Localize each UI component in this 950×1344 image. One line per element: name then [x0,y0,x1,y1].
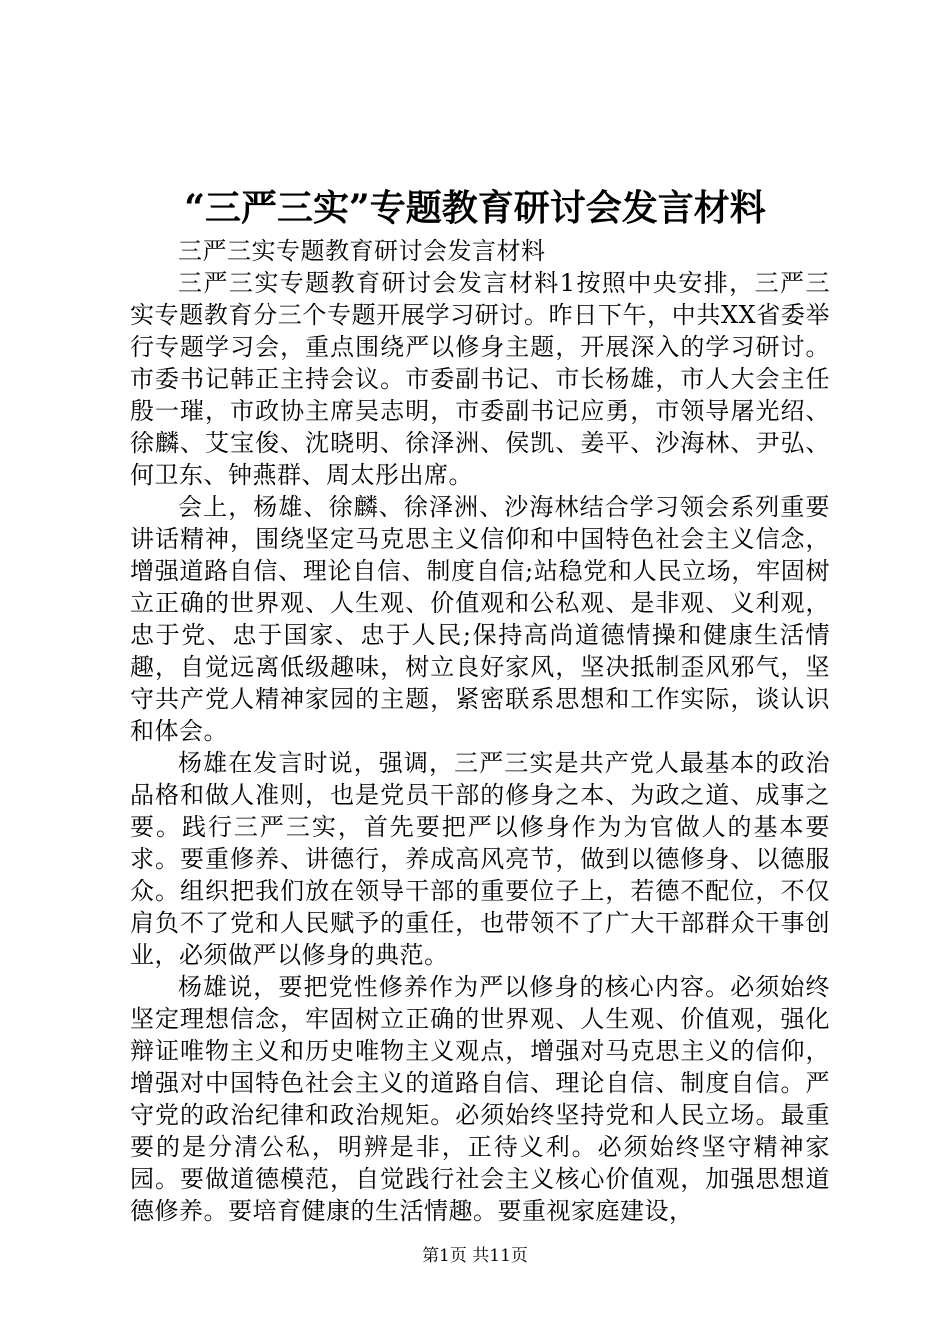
page-number: 第1页 共11页 [422,1246,528,1266]
paragraph-3: 杨雄在发言时说，强调，三严三实是共产党人最基本的政治品格和做人准则，也是党员干部的修身之本、为政之道、成事之要。践行三严三实，首先要把严以修身作为为官做人的基本要求。要重修养、讲德行，养成高风亮节，做到以德修身、以德服众。组织把我们放在领导干部的重要位子上，若德不配位，不仅肩负不了党和人民赋予的重任，也带领不了广大干部群众干事创业，必须做严以修身的典范。 [130,749,830,969]
paragraph-4: 杨雄说，要把党性修养作为严以修身的核心内容。必须始终坚定理想信念，牢固树立正确的世界观、人生观、价值观，强化辩证唯物主义和历史唯物主义观点，增强对马克思主义的信仰，增强对中国特色社会主义的道路自信、理论自信、制度自信。严守党的政治纪律和政治规矩。必须始终坚持党和人民立场。最重要的是分清公私，明辨是非，正待义利。必须始终坚守精神家园。要做道德模范，自觉践行社会主义核心价值观，加强思想道德修养。要培育健康的生活情趣。要重视家庭建设， [130,973,830,1225]
page-title: “三严三实”专题教育研讨会发言材料 [184,187,766,229]
paragraph-subtitle: 三严三实专题教育研讨会发言材料 [178,237,546,265]
page-footer [0,1244,950,1268]
paragraph-1: 三严三实专题教育研讨会发言材料1按照中央安排，三严三实专题教育分三个专题开展学习研讨。昨日下午，中共XX省委举行专题学习会，重点围绕严以修身主题，开展深入的学习研讨。市委书记韩正主持会议。市委副书记、市长杨雄，市人大会主任殷一璀，市政协主席吴志明，市委副书记应勇，市领导屠光绍、徐麟、艾宝俊、沈晓明、徐泽洲、侯凯、姜平、沙海林、尹弘、何卫东、钟燕群、周太彤出席。 [130,269,830,489]
document-body [130,235,830,1227]
paragraph-2: 会上，杨雄、徐麟、徐泽洲、沙海林结合学习领会系列重要讲话精神，围绕坚定马克思主义信仰和中国特色社会主义信念，增强道路自信、理论自信、制度自信;站稳党和人民立场，牢固树立正确的世界观、人生观、价值观和公私观、是非观、义利观，忠于党、忠于国家、忠于人民;保持高尚道德情操和健康生活情趣，自觉远离低级趣味，树立良好家风，坚决抵制歪风邪气，坚守共产党人精神家园的主题，紧密联系思想和工作实际，谈认识和体会。 [130,493,830,745]
